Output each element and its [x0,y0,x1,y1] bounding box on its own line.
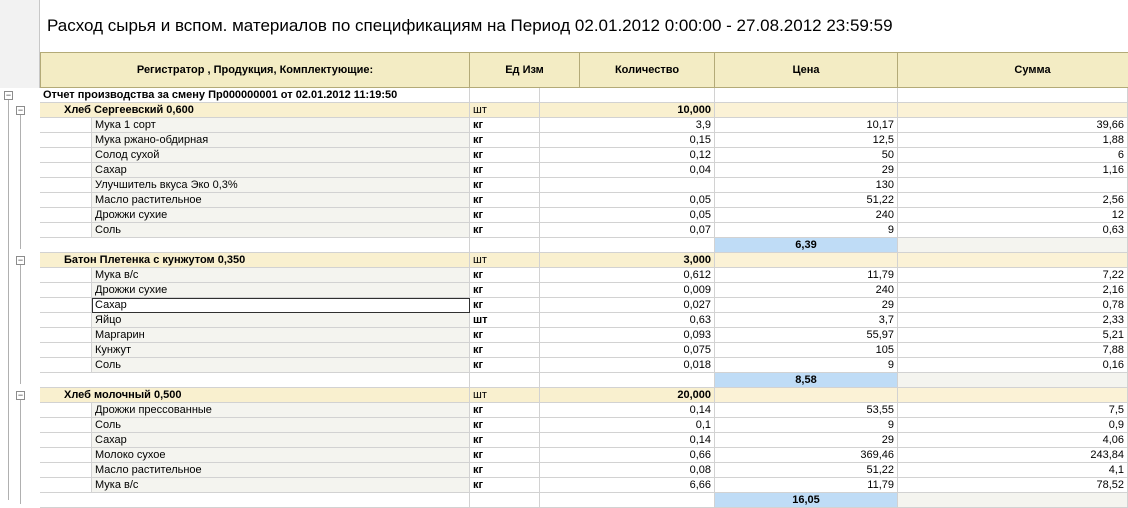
material-indent-cell [40,403,92,418]
material-qty-cell[interactable]: 0,14 [540,403,715,418]
material-indent-cell [40,358,92,373]
material-price-cell[interactable]: 29 [715,298,898,313]
product-row[interactable] [0,388,1128,403]
material-sum-cell[interactable]: 1,88 [898,133,1128,148]
material-sum-cell[interactable]: 0,78 [898,298,1128,313]
report-sum-cell[interactable] [898,88,1128,103]
total-qty-cell[interactable] [540,493,715,508]
material-qty-cell[interactable]: 0,009 [540,283,715,298]
material-row[interactable] [0,418,1128,433]
product-price-cell[interactable] [715,253,898,268]
material-sum-cell[interactable]: 39,66 [898,118,1128,133]
material-sum-cell[interactable]: 2,56 [898,193,1128,208]
material-price-cell[interactable]: 369,46 [715,448,898,463]
material-price-cell[interactable]: 9 [715,358,898,373]
material-price-cell[interactable]: 51,22 [715,463,898,478]
product-qty-cell[interactable]: 20,000 [540,388,715,403]
material-unit-cell[interactable]: кг [470,328,540,343]
material-name-cell[interactable]: Мука ржано-обдирная [92,133,470,148]
material-indent-cell [40,433,92,448]
material-name-cell[interactable]: Соль [92,418,470,433]
column-header-quantity[interactable]: Количество [580,52,715,88]
product-price-cell[interactable] [715,103,898,118]
material-name-cell[interactable]: Дрожжи сухие [92,208,470,223]
material-sum-cell[interactable]: 4,06 [898,433,1128,448]
material-indent-cell [40,463,92,478]
material-row[interactable] [0,403,1128,418]
total-blank-cell[interactable] [40,373,470,388]
material-qty-cell[interactable]: 6,66 [540,478,715,493]
total-unit-cell[interactable] [470,493,540,508]
material-indent-cell [40,163,92,178]
material-unit-cell[interactable]: кг [470,418,540,433]
material-qty-cell[interactable]: 0,14 [540,433,715,448]
material-qty-cell[interactable]: 0,12 [540,148,715,163]
total-sum-cell[interactable] [898,373,1128,388]
material-indent-cell [40,178,92,193]
material-name-cell[interactable]: Масло растительное [92,463,470,478]
total-sum-cell[interactable] [898,238,1128,253]
material-qty-cell[interactable]: 0,63 [540,313,715,328]
material-price-cell[interactable]: 51,22 [715,193,898,208]
group-total-price-cell[interactable]: 16,05 [715,493,898,508]
material-indent-cell [40,268,92,283]
material-name-cell[interactable]: Маргарин [92,328,470,343]
material-price-cell[interactable]: 29 [715,163,898,178]
material-sum-cell[interactable]: 0,16 [898,358,1128,373]
collapse-product-icon[interactable]: − [17,390,24,400]
report-title-cell[interactable]: Отчет производства за смену Пр000000001 от 02.01.2012 11:19:50 [40,88,470,103]
material-indent-cell [40,193,92,208]
report-row[interactable] [0,88,1128,103]
material-unit-cell[interactable]: кг [470,298,540,313]
material-row[interactable] [0,223,1128,238]
product-qty-cell[interactable]: 3,000 [540,253,715,268]
total-blank-cell[interactable] [40,238,470,253]
product-qty-cell[interactable]: 10,000 [540,103,715,118]
material-price-cell[interactable]: 9 [715,223,898,238]
material-row[interactable] [0,148,1128,163]
material-sum-cell[interactable]: 12 [898,208,1128,223]
material-qty-cell[interactable]: 0,07 [540,223,715,238]
material-unit-cell[interactable]: кг [470,403,540,418]
material-name-cell[interactable]: Мука в/с [92,268,470,283]
report-price-cell[interactable] [715,88,898,103]
column-header-price[interactable]: Цена [715,52,898,88]
material-qty-cell[interactable]: 0,05 [540,208,715,223]
material-sum-cell[interactable]: 7,22 [898,268,1128,283]
material-unit-cell[interactable]: кг [470,268,540,283]
material-qty-cell[interactable]: 0,05 [540,193,715,208]
material-indent-cell [40,118,92,133]
product-name-cell[interactable]: Хлеб молочный 0,500 [40,388,470,403]
collapse-report-icon[interactable]: − [5,90,12,100]
material-qty-cell[interactable]: 0,018 [540,358,715,373]
material-name-cell[interactable]: Сахар [92,298,470,313]
material-price-cell[interactable]: 105 [715,343,898,358]
material-indent-cell [40,148,92,163]
material-price-cell[interactable]: 53,55 [715,403,898,418]
material-sum-cell[interactable]: 0,9 [898,418,1128,433]
product-sum-cell[interactable] [898,103,1128,118]
material-row[interactable] [0,298,1128,313]
material-indent-cell [40,298,92,313]
material-unit-cell[interactable]: кг [470,193,540,208]
group-total-row[interactable] [0,238,1128,253]
material-name-cell[interactable]: Молоко сухое [92,448,470,463]
material-sum-cell[interactable]: 2,33 [898,313,1128,328]
column-header-unit[interactable]: Ед Изм [470,52,580,88]
material-sum-cell[interactable]: 4,1 [898,463,1128,478]
material-row[interactable] [0,328,1128,343]
material-indent-cell [40,283,92,298]
material-unit-cell[interactable]: кг [470,148,540,163]
material-sum-cell[interactable]: 0,63 [898,223,1128,238]
product-row[interactable] [0,253,1128,268]
material-qty-cell[interactable] [540,178,715,193]
material-price-cell[interactable]: 240 [715,208,898,223]
material-sum-cell[interactable] [898,178,1128,193]
material-sum-cell[interactable]: 7,5 [898,403,1128,418]
product-name-cell[interactable]: Хлеб Сергеевский 0,600 [40,103,470,118]
group-total-price-cell[interactable]: 6,39 [715,238,898,253]
material-price-cell[interactable]: 240 [715,283,898,298]
material-qty-cell[interactable]: 0,08 [540,463,715,478]
group-total-price-cell[interactable]: 8,58 [715,373,898,388]
collapse-product-icon[interactable]: − [17,105,24,115]
material-indent-cell [40,133,92,148]
material-indent-cell [40,223,92,238]
material-unit-cell[interactable]: кг [470,463,540,478]
material-indent-cell [40,343,92,358]
material-name-cell[interactable]: Дрожжи прессованные [92,403,470,418]
total-sum-cell[interactable] [898,493,1128,508]
column-header-sum[interactable]: Сумма [898,52,1128,88]
material-row[interactable] [0,163,1128,178]
material-unit-cell[interactable]: кг [470,223,540,238]
material-price-cell[interactable]: 130 [715,178,898,193]
material-row[interactable] [0,178,1128,193]
material-name-cell[interactable]: Дрожжи сухие [92,283,470,298]
material-price-cell[interactable]: 12,5 [715,133,898,148]
material-price-cell[interactable]: 3,7 [715,313,898,328]
material-price-cell[interactable]: 55,97 [715,328,898,343]
total-qty-cell[interactable] [540,238,715,253]
material-indent-cell [40,448,92,463]
product-unit-cell[interactable]: шт [470,388,540,403]
material-row[interactable] [0,433,1128,448]
material-row[interactable] [0,463,1128,478]
report-qty-cell[interactable] [540,88,715,103]
total-unit-cell[interactable] [470,238,540,253]
material-unit-cell[interactable]: кг [470,283,540,298]
material-row[interactable] [0,313,1128,328]
material-price-cell[interactable]: 50 [715,148,898,163]
material-unit-cell[interactable]: кг [470,208,540,223]
product-unit-cell[interactable]: шт [470,253,540,268]
material-qty-cell[interactable]: 0,15 [540,133,715,148]
material-price-cell[interactable]: 9 [715,418,898,433]
material-price-cell[interactable]: 10,17 [715,118,898,133]
product-sum-cell[interactable] [898,253,1128,268]
group-total-row[interactable] [0,493,1128,508]
material-qty-cell[interactable]: 3,9 [540,118,715,133]
material-sum-cell[interactable]: 1,16 [898,163,1128,178]
material-sum-cell[interactable]: 243,84 [898,448,1128,463]
material-row[interactable] [0,133,1128,148]
material-row[interactable] [0,268,1128,283]
material-qty-cell[interactable]: 0,1 [540,418,715,433]
material-price-cell[interactable]: 11,79 [715,478,898,493]
material-row[interactable] [0,448,1128,463]
gutter-header [0,0,40,88]
material-name-cell[interactable]: Сахар [92,433,470,448]
group-total-row[interactable] [0,373,1128,388]
column-header-registrator[interactable]: Регистратор , Продукция, Комплектующие: [40,52,470,88]
product-row[interactable] [0,103,1128,118]
material-indent-cell [40,328,92,343]
material-row[interactable] [0,118,1128,133]
material-unit-cell[interactable]: кг [470,133,540,148]
material-unit-cell[interactable]: кг [470,433,540,448]
total-qty-cell[interactable] [540,373,715,388]
report-unit-cell[interactable] [470,88,540,103]
material-indent-cell [40,313,92,328]
material-unit-cell[interactable]: кг [470,178,540,193]
material-qty-cell[interactable]: 0,027 [540,298,715,313]
product-sum-cell[interactable] [898,388,1128,403]
material-indent-cell [40,478,92,493]
material-name-cell[interactable]: Улучшитель вкуса Эко 0,3% [92,178,470,193]
material-sum-cell[interactable]: 78,52 [898,478,1128,493]
total-unit-cell[interactable] [470,373,540,388]
material-name-cell[interactable]: Масло растительное [92,193,470,208]
material-name-cell[interactable]: Солод сухой [92,148,470,163]
material-qty-cell[interactable]: 0,04 [540,163,715,178]
material-indent-cell [40,418,92,433]
material-sum-cell[interactable]: 2,16 [898,283,1128,298]
material-qty-cell[interactable]: 0,075 [540,343,715,358]
material-qty-cell[interactable]: 0,093 [540,328,715,343]
material-row[interactable] [0,193,1128,208]
material-qty-cell[interactable]: 0,66 [540,448,715,463]
collapse-product-icon[interactable]: − [17,255,24,265]
material-row[interactable] [0,343,1128,358]
material-unit-cell[interactable]: кг [470,163,540,178]
report-title: Расход сырья и вспом. материалов по спецификациям на Период 02.01.2012 0:00:00 - 27.08.2012 23:59:59 [47,16,893,35]
material-row[interactable] [0,208,1128,223]
material-name-cell[interactable]: Сахар [92,163,470,178]
material-name-cell[interactable]: Соль [92,223,470,238]
product-name-cell[interactable]: Батон Плетенка с кунжутом 0,350 [40,253,470,268]
material-sum-cell[interactable]: 5,21 [898,328,1128,343]
material-unit-cell[interactable]: кг [470,343,540,358]
material-row[interactable] [0,478,1128,493]
material-row[interactable] [0,358,1128,373]
material-unit-cell[interactable]: шт [470,313,540,328]
material-row[interactable] [0,283,1128,298]
material-unit-cell[interactable]: кг [470,358,540,373]
material-unit-cell[interactable]: кг [470,118,540,133]
material-name-cell[interactable]: Соль [92,358,470,373]
material-name-cell[interactable]: Кунжут [92,343,470,358]
material-unit-cell[interactable]: кг [470,478,540,493]
material-price-cell[interactable]: 29 [715,433,898,448]
material-qty-cell[interactable]: 0,612 [540,268,715,283]
material-name-cell[interactable]: Мука 1 сорт [92,118,470,133]
product-price-cell[interactable] [715,388,898,403]
total-blank-cell[interactable] [40,493,470,508]
product-unit-cell[interactable]: шт [470,103,540,118]
material-indent-cell [40,208,92,223]
material-sum-cell[interactable]: 6 [898,148,1128,163]
material-unit-cell[interactable]: кг [470,448,540,463]
material-price-cell[interactable]: 11,79 [715,268,898,283]
material-sum-cell[interactable]: 7,88 [898,343,1128,358]
material-name-cell[interactable]: Мука в/с [92,478,470,493]
material-name-cell[interactable]: Яйцо [92,313,470,328]
